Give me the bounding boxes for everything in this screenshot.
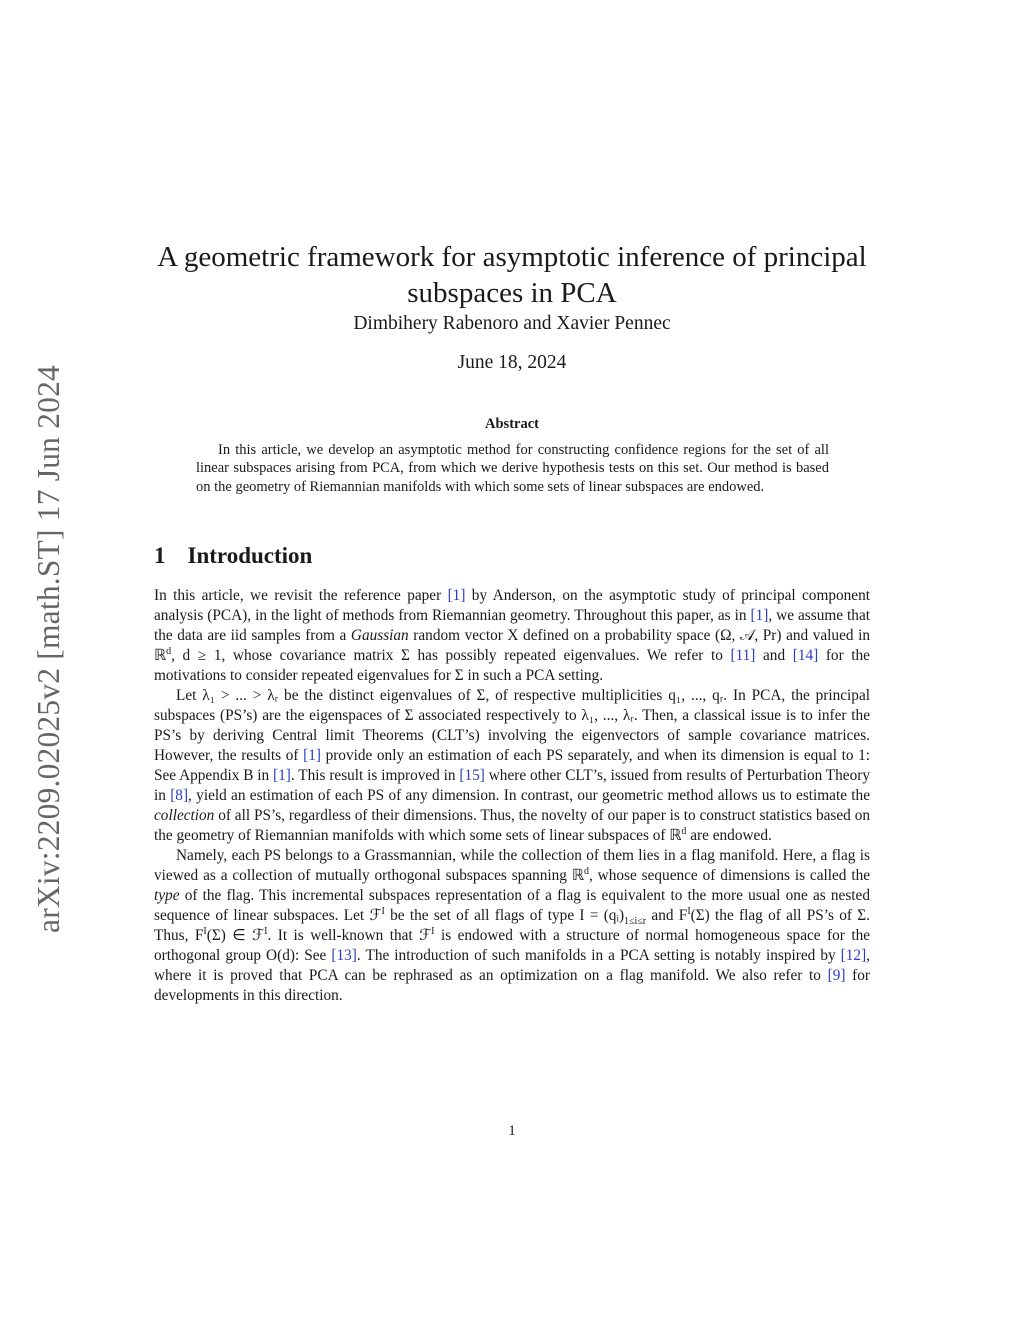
paper-date: June 18, 2024 bbox=[457, 352, 567, 373]
paragraph-1: In this article, we revisit the reference paper [1] by Anderson, on the asymptotic study of principal component analysis (PCA), in the light of methods from Riemannian geometry. Throughout this paper, as in [1], we assume that the data are iid samples from a Gaussian random vector X defined on a probability space (Ω, 𝒜, Pr) and valued in ℝ$^d$, d ≥ 1, whose covariance matrix Σ has possibly repeated eigenvalues. We refer to [11] and [14] for the motivations to consider repeated eigenvalues for Σ in such a PCA setting. bbox=[154, 587, 870, 684]
paragraph-3: Namely, each PS belongs to a Grassmannian, while the collection of them lies in a flag manifold. Here, a flag is viewed as a collection of mutually orthogonal subspaces spanning ℝ$^d$, whose sequence of dimensions is called the type of the flag. This incremental subspaces representation of a flag is equivalent to the more usual one as nested sequence of linear subspaces. Let ℱ$^I$ be the set of all flags of type $I = (qᵢ)_{1\le i\le r}$ and $F^I(\Sigma)$ the flag of all PS’s of Σ. Thus, $F^I(\Sigma)$ ∈ ℱ$^I$. It is well-known that ℱ$^I$ is endowed with a structure of normal homogeneous space for the orthogonal group O(d): See [13]. The introduction of such manifolds in a PCA setting is notably inspired by [12], where it is proved that PCA can be rephrased as an optimization on a flag manifold. We also refer to [9] for developments in this direction. bbox=[154, 847, 871, 1004]
arxiv-identifier-text: arXiv:2209.02025v2 [math.ST] 17 Jun 2024 bbox=[31, 365, 66, 933]
arxiv-identifier bbox=[31, 343, 66, 955]
introduction-body bbox=[154, 586, 870, 1006]
paragraph-2: Let λ₁ > ... > λᵣ be the distinct eigenvalues of Σ, of respective multiplicities q₁, ..., qᵣ. In PCA, the principal subspaces (PS’s) are the eigenspaces of Σ associated respectively to λ₁, ..., λᵣ. Then, a classical issue is to infer the PS’s by deriving Central limit Theorems (CLT’s) involving the eigenvectors of sample covariance matrices. However, the results of [1] provide only an estimation of each PS separately, and when its dimension is equal to 1: See Appendix B in [1]. This result is improved in [15] where other CLT’s, issued from results of Perturbation Theory in [8], yield an estimation of each PS of any dimension. In contrast, our geometric method allows us to estimate the collection of all PS’s, regardless of their dimensions. Thus, the novelty of our paper is to construct statistics based on the geometry of Riemannian manifolds with which some sets of linear subspaces of ℝ$^d$ are endowed. bbox=[154, 687, 870, 844]
citation-9[interactable]: [9] bbox=[827, 967, 846, 984]
paper-authors: Dimbihery Rabenoro and Xavier Pennec bbox=[353, 313, 671, 334]
citation-1[interactable]: [1] bbox=[273, 767, 291, 784]
section-title: Introduction bbox=[187, 543, 313, 568]
citation-1[interactable]: [1] bbox=[303, 747, 321, 764]
citation-8[interactable]: [8] bbox=[170, 787, 189, 804]
abstract-text: In this article, we develop an asymptotic method for constructing confidence regions for the set of all linear subspaces arising from PCA, from which we derive hypothesis tests on this set. Our method is based on the geometry of Riemannian manifolds with which some sets of linear subspaces are endowed. bbox=[196, 442, 829, 495]
citation-13[interactable]: [13] bbox=[331, 947, 357, 964]
citation-11[interactable]: [11] bbox=[730, 647, 756, 664]
section-number: 1 bbox=[154, 543, 166, 568]
citation-14[interactable]: [14] bbox=[792, 647, 819, 664]
page-number: 1 bbox=[508, 1123, 516, 1139]
paper-title: A geometric framework for asymptotic inference of principal subspaces in PCA bbox=[157, 241, 867, 310]
citation-1[interactable]: [1] bbox=[447, 587, 466, 604]
citation-1[interactable]: [1] bbox=[750, 607, 769, 624]
citation-12[interactable]: [12] bbox=[840, 947, 867, 964]
section-heading bbox=[154, 543, 312, 569]
abstract-heading: Abstract bbox=[485, 416, 539, 432]
citation-15[interactable]: [15] bbox=[459, 767, 485, 784]
